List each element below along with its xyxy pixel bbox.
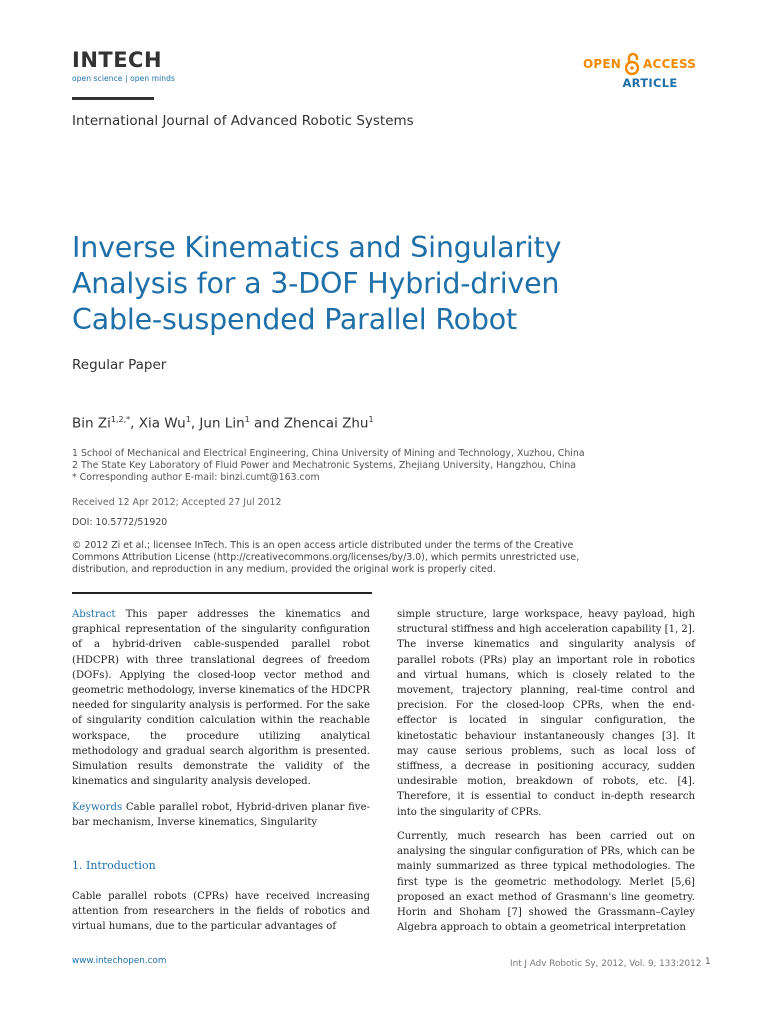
open-access-badge xyxy=(583,52,703,90)
paragraph-text: simple structure, large workspace, heavy payload, high structural stiffness and high acceleration capability [1, 2]. The inverse kinematics and singularity analysis of parallel robots (PRs) play an important role in robotics and virtual humans, which is closely related to the movement, trajectory planning, real-time control and precision. For the closed-loop CPRs, when the end-effector is located in singular configuration, the kinetostatic behaviour instantaneously changes [3]. It may cause serious problems, such as local loss of stiffness, a decrease in positioning accuracy, sudden undesirable motion, breakdown of robots, etc. [4]. Therefore, it is essential to conduct in-depth research into the singularity of CPRs. xyxy=(397,609,695,818)
journal-name: International Journal of Advanced Robotic Systems xyxy=(72,113,414,129)
affiliation: 1 School of Mechanical and Electrical Engineering, China University of Mining and Technology, Xuzhou, China xyxy=(72,448,585,459)
header-rule xyxy=(72,97,154,100)
title-line: Inverse Kinematics and Singularity xyxy=(72,231,562,264)
abstract-text: This paper addresses the kinematics and graphical representation of the singularity configuration of a hybrid-driven cable-suspended parallel robot (HDCPR) with three translational degrees of freedom (DOFs). Applying the closed-loop vector method and geometric methodology, inverse kinematics of the HDCPR needed for singularity analysis is performed. For the sake of singularity condition calculation within the reachable workspace, the procedure utilizing analytical methodology and gradual search algorithm is presented. Simulation results demonstrate the validity of the kinematics and singularity analysis developed. xyxy=(72,609,370,788)
paper-title xyxy=(72,230,672,338)
keywords-label: Keywords xyxy=(72,802,123,813)
author-affiliation-mark: 1,2,* xyxy=(110,415,131,424)
license-line: distribution, and reproduction in any medium, provided the original work is properly cited. xyxy=(72,564,496,575)
publisher-logo xyxy=(72,50,175,83)
license-line: © 2012 Zi et al.; licensee InTech. This is an open access article distributed under the terms of the Creative xyxy=(72,540,574,551)
abstract-label: Abstract xyxy=(72,609,116,620)
section-heading: 1. Introduction xyxy=(72,859,156,872)
author-separator: , xyxy=(190,415,200,432)
author-separator: , xyxy=(130,415,139,432)
author-list xyxy=(72,415,374,432)
license-statement xyxy=(72,540,592,576)
title-line: Analysis for a 3-DOF Hybrid-driven xyxy=(72,267,560,300)
author-name: Zhencai Zhu xyxy=(283,415,369,432)
keywords xyxy=(72,800,370,830)
corresponding-author: * Corresponding author E-mail: binzi.cumt@163.com xyxy=(72,472,320,483)
author-name: Bin Zi xyxy=(72,415,111,432)
affiliation: 2 The State Key Laboratory of Fluid Power and Mechatronic Systems, Zhejiang University, Hangzhou, China xyxy=(72,460,577,471)
abstract xyxy=(72,607,370,789)
oa-open-label: OPEN xyxy=(583,57,622,71)
author-separator: and xyxy=(249,415,284,432)
intro-paragraph-2 xyxy=(397,829,695,935)
keywords-text: Cable parallel robot, Hybrid-driven planar five-bar mechanism, Inverse kinematics, Singularity xyxy=(72,802,370,829)
author-affiliation-mark: 1 xyxy=(185,415,191,424)
received-dates: Received 12 Apr 2012; Accepted 27 Jul 2012 xyxy=(72,497,282,508)
logo-tagline: open science | open minds xyxy=(72,74,176,83)
oa-article-label: ARTICLE xyxy=(622,76,678,90)
section-rule xyxy=(72,592,372,594)
page-number: 1 xyxy=(705,957,711,967)
author-affiliation-mark: 1 xyxy=(368,415,374,424)
paper-type: Regular Paper xyxy=(72,357,167,373)
title-line: Cable-suspended Parallel Robot xyxy=(72,303,517,336)
author-affiliation-mark: 1 xyxy=(244,415,250,424)
affiliations xyxy=(72,448,585,484)
footer-citation: Int J Adv Robotic Sy, 2012, Vol. 9, 133:2012 xyxy=(510,959,702,969)
doi: DOI: 10.5772/51920 xyxy=(72,517,168,528)
author-name: Xia Wu xyxy=(138,415,186,432)
intro-paragraph-continued xyxy=(397,607,695,820)
license-line: Commons Attribution License (http://creativecommons.org/licenses/by/3.0), which permits unrestricted use, xyxy=(72,552,580,563)
open-lock-icon xyxy=(625,52,639,76)
footer-link[interactable]: www.intechopen.com xyxy=(72,956,167,966)
intro-paragraph xyxy=(72,889,370,935)
author-name: Jun Lin xyxy=(199,415,245,432)
paragraph-text: Currently, much research has been carried out on analysing the singular configuration of PRs, which can be mainly summarized as three typical methodologies. The first type is the geometric methodology. Merlet [5,6] proposed an exact method of Grasmann's line geometry. Horin and Shoham [7] showed the Grassmann–Cayley Algebra approach to obtain a geometrical interpretation xyxy=(397,831,695,934)
paragraph-text: Cable parallel robots (CPRs) have received increasing attention from researchers in the fields of robotics and virtual humans, due to the particular advantages of xyxy=(72,891,370,933)
logo-wordmark: INTECH xyxy=(72,48,163,72)
oa-access-label: ACCESS xyxy=(643,57,697,71)
